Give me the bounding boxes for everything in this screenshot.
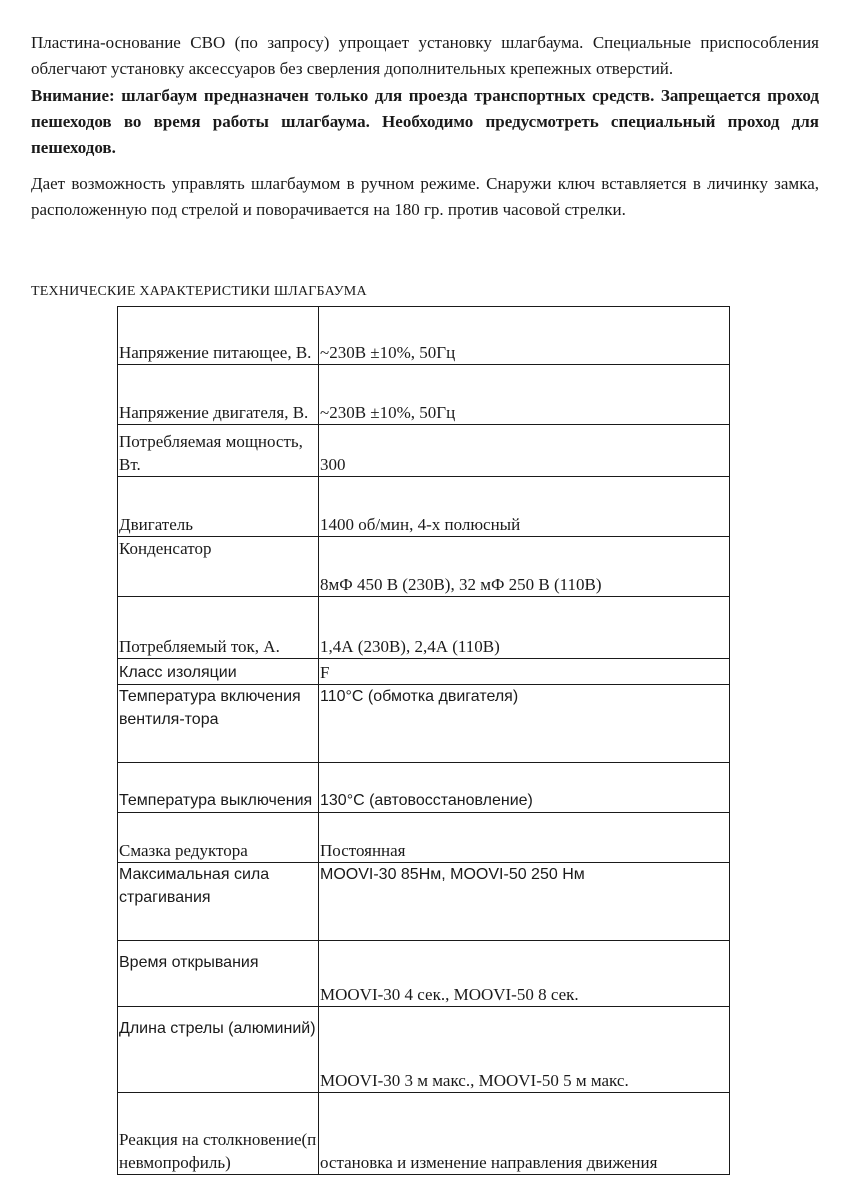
- spec-value: ~230В ±10%, 50Гц: [319, 365, 730, 425]
- spec-value: MOOVI-30 85Нм, MOOVI-50 250 Нм: [319, 863, 730, 941]
- spec-param: Потребляемая мощность, Вт.: [118, 425, 319, 477]
- spec-value: MOOVI-30 4 сек., MOOVI-50 8 сек.: [319, 941, 730, 1007]
- spec-value: MOOVI-30 3 м макс., MOOVI-50 5 м макс.: [319, 1007, 730, 1093]
- spec-value: остановка и изменение направления движения: [319, 1093, 730, 1175]
- table-row: [118, 477, 730, 537]
- spec-value: 110°С (обмотка двигателя): [319, 685, 730, 763]
- spec-param: Потребляемый ток, А.: [118, 597, 319, 659]
- table-row: [118, 365, 730, 425]
- table-row: [118, 685, 730, 763]
- spec-param: Время открывания: [118, 941, 319, 1007]
- table-row: [118, 1093, 730, 1175]
- spec-param: Конденсатор: [118, 537, 319, 597]
- spec-param: Смазка редуктора: [118, 813, 319, 863]
- spec-param: Двигатель: [118, 477, 319, 537]
- table-row: [118, 537, 730, 597]
- spec-param: Напряжение двигателя, В.: [118, 365, 319, 425]
- spec-param: Максимальная сила страгивания: [118, 863, 319, 941]
- spec-param: Класс изоляции: [118, 659, 319, 685]
- spec-param: Напряжение питающее, В.: [118, 307, 319, 365]
- table-row: [118, 763, 730, 813]
- specs-heading: ТЕХНИЧЕСКИЕ ХАРАКТЕРИСТИКИ ШЛАГБАУМА: [31, 284, 367, 299]
- table-row: [118, 863, 730, 941]
- spec-value: 8мФ 450 В (230В), 32 мФ 250 В (110В): [319, 537, 730, 597]
- spec-value: 1,4А (230В), 2,4А (110В): [319, 597, 730, 659]
- document-body: [31, 30, 819, 223]
- table-row: [118, 659, 730, 685]
- table-row: [118, 307, 730, 365]
- table-row: [118, 813, 730, 863]
- base-plate-paragraph: Пластина-основание СВО (по запросу) упрощает установку шлагбаума. Специальные приспособления облегчают установку аксессуаров без сверления дополнительных крепежных отверстий.: [31, 33, 819, 78]
- table-row: [118, 941, 730, 1007]
- spec-param: Реакция на столкновение(пневмопрофиль): [118, 1093, 319, 1175]
- manual-mode-paragraph: Дает возможность управлять шлагбаумом в ручном режиме. Снаружи ключ вставляется в личинку замка, расположенную под стрелой и поворачивается на 180 гр. против часовой стрелки.: [31, 174, 819, 219]
- spec-value: 130°С (автовосстановление): [319, 763, 730, 813]
- table-row: [118, 425, 730, 477]
- spec-value: 1400 об/мин, 4-х полюсный: [319, 477, 730, 537]
- spec-param: Длина стрелы (алюминий): [118, 1007, 319, 1093]
- specs-table: [117, 306, 730, 1175]
- spec-value: 300: [319, 425, 730, 477]
- table-row: [118, 1007, 730, 1093]
- spec-value: F: [319, 659, 730, 685]
- spec-value: ~230В ±10%, 50Гц: [319, 307, 730, 365]
- spec-param: Температура выключения: [118, 763, 319, 813]
- spec-param: Температура включения вентиля-тора: [118, 685, 319, 763]
- table-row: [118, 597, 730, 659]
- spec-value: Постоянная: [319, 813, 730, 863]
- warning-paragraph: Внимание: шлагбаум предназначен только для проезда транспортных средств. Запрещается проход пешеходов во время работы шлагбаума. Необходимо предусмотреть специальный проход для пешеходов.: [31, 86, 819, 157]
